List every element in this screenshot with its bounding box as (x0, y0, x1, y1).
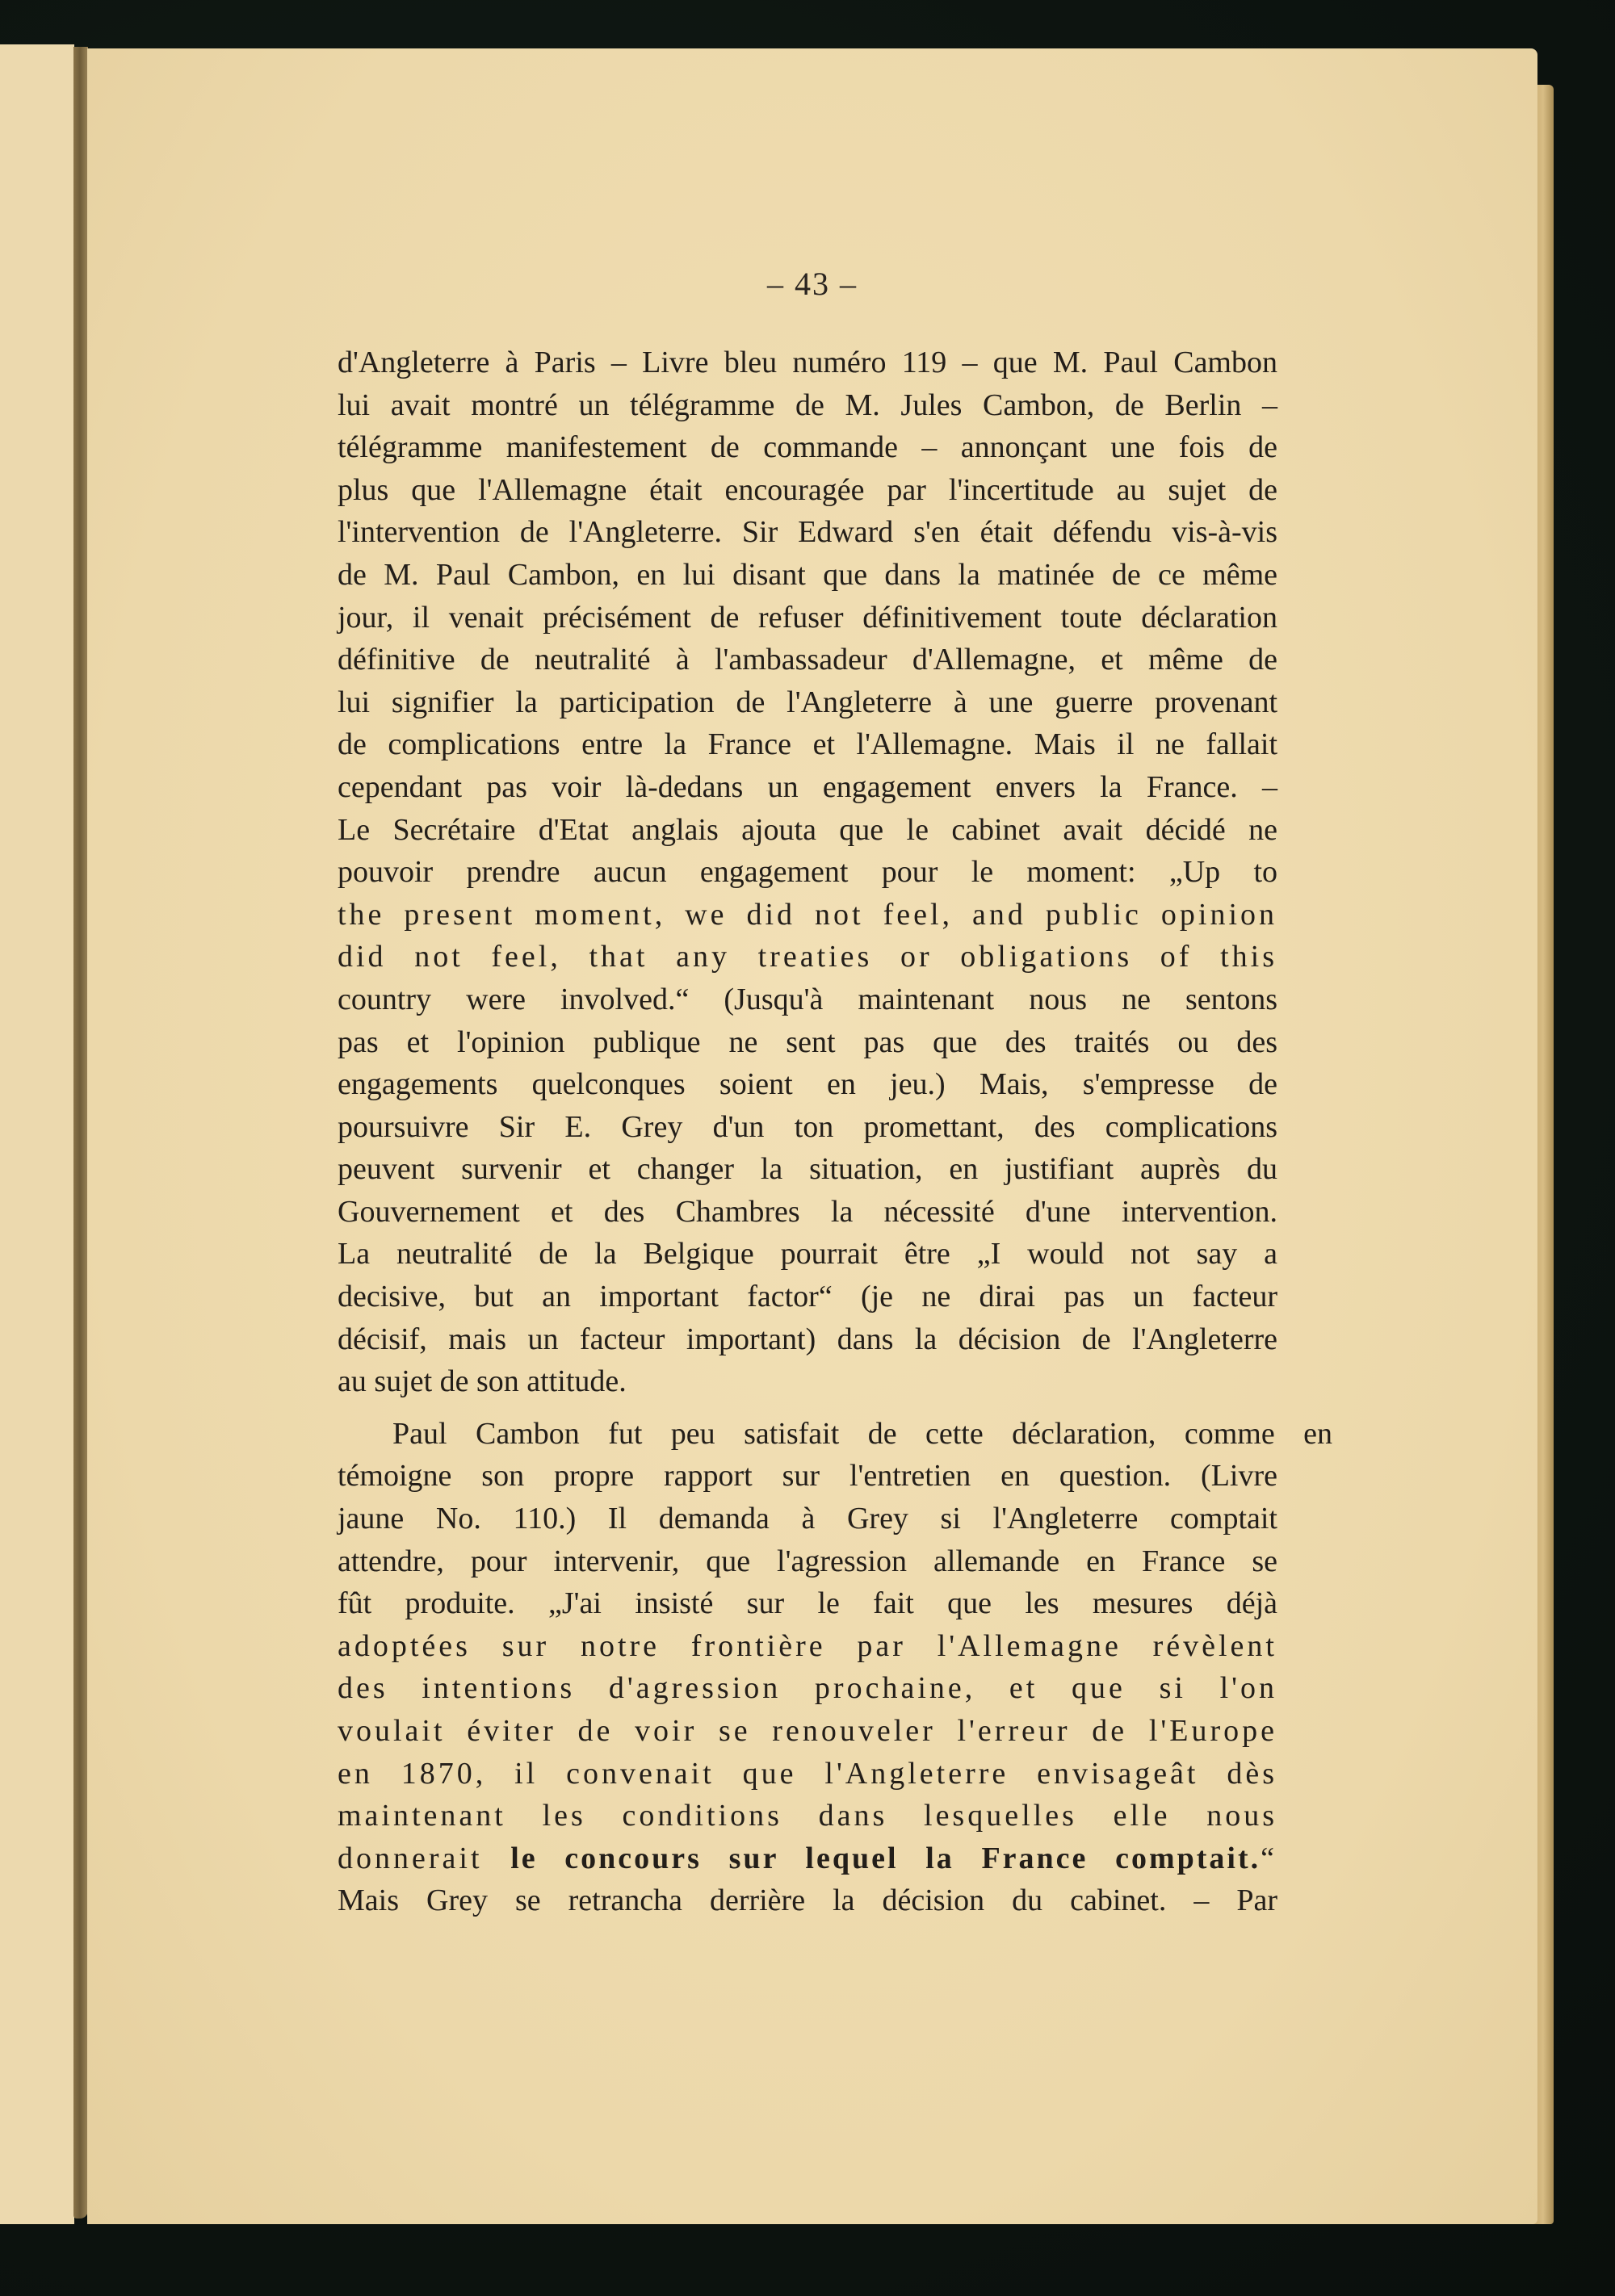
text-line (338, 681, 1277, 724)
text-line (338, 1063, 1277, 1106)
line-text: voulait éviter de voir se renouveler l'erreur de l'Europe (338, 1714, 1277, 1748)
line-text: témoigne son propre rapport sur l'entretien en question. (Livre (338, 1459, 1277, 1494)
line-text: définitive de neutralité à l'ambassadeur d'Allemagne, et même de (338, 643, 1277, 677)
text-line (338, 1710, 1277, 1753)
text-line (338, 1191, 1277, 1234)
line-text: decisive, but an important factor“ (je ne dirai pas un facteur (338, 1280, 1277, 1314)
line-text: peuvent survenir et changer la situation, en justifiant auprès du (338, 1152, 1277, 1187)
line-text: d'Angleterre à Paris – Livre bleu numéro 119 – que M. Paul Cambon (338, 346, 1277, 379)
text-line (338, 978, 1277, 1021)
line-text: télégramme manifestement de commande – annonçant une fois de (338, 430, 1277, 465)
line-text: Mais Grey se retrancha derrière la décision du cabinet. – Par (338, 1883, 1277, 1918)
line-text: en 1870, il convenait que l'Angleterre envisageât dès (338, 1756, 1277, 1791)
line-text: au sujet de son attitude. (338, 1364, 627, 1399)
text-line (338, 723, 1277, 766)
text-line (338, 1625, 1277, 1668)
text-line (338, 766, 1277, 809)
text-line (338, 936, 1277, 978)
line-text: maintenant les conditions dans lesquelles elle nous (338, 1799, 1277, 1833)
text-line (338, 1879, 1277, 1922)
line-text: attendre, pour intervenir, que l'agression allemande en France se (338, 1544, 1277, 1578)
line-text: did not feel, that any treaties or obligations of this (338, 940, 1277, 974)
text-line (338, 1360, 1277, 1403)
closing-quote: “ (1261, 1841, 1277, 1875)
book-gutter (73, 47, 88, 2218)
line-text: adoptées sur notre frontière par l'Allemagne révèlent (338, 1628, 1277, 1663)
line-text: jaune No. 110.) Il demanda à Grey si l'Angleterre comptait (338, 1502, 1277, 1536)
text-line (338, 1276, 1277, 1318)
line-text: pas et l'opinion publique ne sent pas que des traités ou des (338, 1024, 1277, 1059)
book-page (87, 48, 1537, 2224)
facing-page-edge (0, 44, 74, 2224)
line-text: plus que l'Allemagne était encouragée par l'incertitude au sujet de (338, 472, 1277, 507)
paragraph-1 (338, 341, 1277, 1403)
text-line (338, 426, 1277, 469)
line-text: Le Secrétaire d'Etat anglais ajouta que le cabinet avait décidé ne (338, 812, 1277, 847)
line-text: country were involved.“ (Jusqu'à maintenant nous ne sentons (338, 982, 1277, 1016)
line-text: Paul Cambon fut peu satisfait de cette déclaration, comme en (392, 1416, 1332, 1451)
text-line (338, 1021, 1277, 1064)
text-line (338, 1667, 1277, 1710)
line-text: lui avait montré un télégramme de M. Jules Cambon, de Berlin – (338, 388, 1277, 422)
text-line (338, 639, 1277, 681)
text-line (338, 1582, 1277, 1625)
line-text: fût produite. „J'ai insisté sur le fait que les mesures déjà (338, 1586, 1277, 1621)
line-text: pouvoir prendre aucun engagement pour le moment: „Up to (338, 855, 1277, 890)
text-line (338, 511, 1277, 554)
line-text: cependant pas voir là-dedans un engagement envers la France. – (338, 769, 1277, 804)
line-text: the present moment, we did not feel, and public opinion (338, 897, 1277, 932)
text-line (338, 1148, 1277, 1191)
text-line (338, 597, 1277, 639)
text-line (338, 554, 1277, 597)
text-line (338, 1498, 1277, 1540)
line-text: de M. Paul Cambon, en lui disant que dans la matinée de ce même (338, 557, 1277, 592)
text-line (338, 1795, 1277, 1837)
emphasized-text: le concours sur lequel la France comptait. (510, 1841, 1261, 1875)
text-line (338, 384, 1277, 427)
line-text: l'intervention de l'Angleterre. Sir Edward s'en était défendu vis-à-vis (338, 515, 1277, 550)
text-line (338, 1233, 1277, 1276)
text-line (338, 1413, 1332, 1456)
line-text: poursuivre Sir E. Grey d'un ton promettant, des complications (338, 1109, 1277, 1144)
text-line (338, 341, 1277, 384)
line-text: décisif, mais un facteur important) dans la décision de l'Angleterre (338, 1322, 1277, 1356)
line-text: des intentions d'agression prochaine, et que si l'on (338, 1671, 1277, 1706)
text-line (338, 1837, 1277, 1880)
line-text: donnerait (338, 1841, 483, 1875)
text-line (338, 1540, 1277, 1583)
line-text: de complications entre la France et l'Allemagne. Mais il ne fallait (338, 727, 1277, 762)
page-number: – 43 – (767, 266, 858, 302)
text-line (338, 1318, 1277, 1361)
body-text (338, 341, 1332, 1922)
text-line (338, 1455, 1277, 1498)
line-text: jour, il venait précisément de refuser définitivement toute déclaration (338, 600, 1277, 635)
text-line (338, 1753, 1277, 1795)
text-line (338, 851, 1277, 894)
line-text: engagements quelconques soient en jeu.) Mais, s'empresse de (338, 1067, 1277, 1102)
paragraph-2 (338, 1413, 1332, 1922)
text-line (338, 1106, 1277, 1149)
text-line (338, 894, 1277, 936)
line-text: lui signifier la participation de l'Angleterre à une guerre provenant (338, 685, 1277, 719)
text-line (338, 809, 1277, 852)
text-line (338, 469, 1277, 512)
line-text: La neutralité de la Belgique pourrait être „I would not say a (338, 1237, 1277, 1272)
line-text: Gouvernement et des Chambres la nécessité d'une intervention. (338, 1194, 1277, 1229)
